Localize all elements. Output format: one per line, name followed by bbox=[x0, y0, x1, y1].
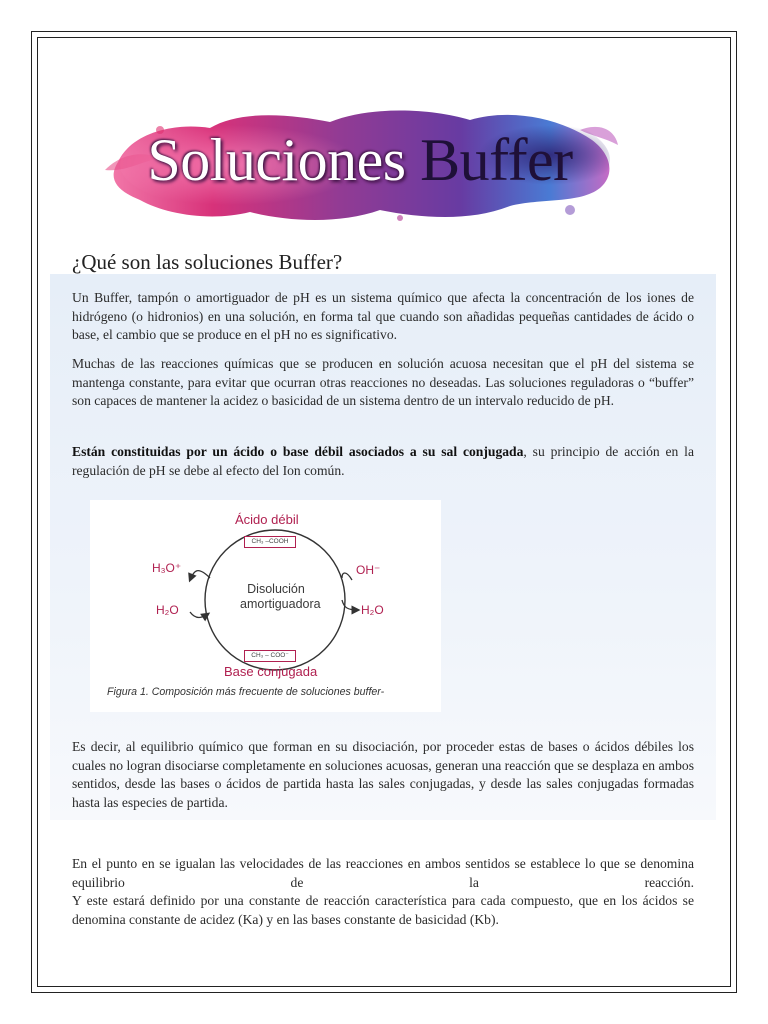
buffer-figure bbox=[90, 500, 441, 712]
paragraph-definition: Un Buffer, tampón o amortiguador de pH es un sistema químico que afecta la concentración de los iones de hidrógeno (o hidronios) en una solución, en forma tal que cuando son añadidas pequeñas cantidades de ácido o base, el cambio que se produce en el pH no es significativo. bbox=[72, 290, 694, 343]
section-heading: ¿Qué son las soluciones Buffer? bbox=[72, 250, 343, 274]
buffer-solution-line-1: Disolución bbox=[247, 582, 305, 596]
hydronium-label: H₃O⁺ bbox=[152, 561, 182, 575]
paragraph-reactions: Muchas de las reacciones químicas que se producen en solución acuosa necesitan que el pH del sistema se mantenga constante, para evitar que ocurran otras reacciones no deseadas. Las soluciones reguladoras o “buffer” son capaces de mantener la acidez o basicidad de un sistema dentro de un intervalo reducido de pH. bbox=[72, 356, 694, 409]
left-top-arrow bbox=[190, 571, 210, 580]
conjugate-base-formula: CH₃ – COO⁻ bbox=[244, 650, 296, 662]
water-right-label: H₂O bbox=[361, 603, 384, 617]
banner-title bbox=[100, 122, 620, 198]
water-left-label: H₂O bbox=[156, 603, 179, 617]
paragraph-equilibrium-point-line1: En el punto en se igualan las velocidades de las reacciones en ambos sentidos se establece lo que se denomina equilibrio de la reacción. bbox=[72, 856, 694, 890]
paragraph-composition-rest: , su principio de acción en la regulación de pH se debe al efecto del Ion común. bbox=[72, 444, 694, 478]
conjugate-base-label: Base conjugada bbox=[224, 664, 318, 679]
banner-title-word-1: Soluciones bbox=[147, 127, 406, 193]
hydroxide-label: OH⁻ bbox=[356, 563, 381, 577]
banner-title-word-2: Buffer bbox=[420, 127, 573, 193]
weak-acid-formula: CH₃ –COOH bbox=[244, 536, 296, 548]
buffer-solution-label bbox=[240, 582, 321, 612]
paragraph-equilibrium-point-line2: Y este estará definido por una constante de reacción característica para cada compuesto, que en los ácidos se denomina constante de acidez (Ka) y en las bases constante de basicidad (Kb). bbox=[72, 893, 694, 927]
right-top-arrow bbox=[342, 573, 352, 580]
left-bottom-arrow bbox=[190, 612, 208, 618]
paragraph-equilibrium: Es decir, al equilibrio químico que forman en su disociación, por proceder estas de bases o ácidos débiles los cuales no logran disociarse completamente en soluciones acuosas, generan una reacción que se desplaza en ambos sentidos, desde las bases o ácidos de partida hasta las sales conjugadas, y desde las sales conjugadas formadas hasta las especies de partida. bbox=[72, 739, 694, 810]
weak-acid-label: Ácido débil bbox=[235, 512, 299, 527]
paragraph-composition bbox=[72, 443, 694, 480]
buffer-solution-line-2: amortiguadora bbox=[240, 597, 321, 611]
title-banner bbox=[100, 100, 620, 230]
figure-caption: Figura 1. Composición más frecuente de soluciones buffer- bbox=[107, 686, 385, 698]
paragraph-composition-bold: Están constituidas por un ácido o base débil asociados a su sal conjugada bbox=[72, 444, 524, 459]
